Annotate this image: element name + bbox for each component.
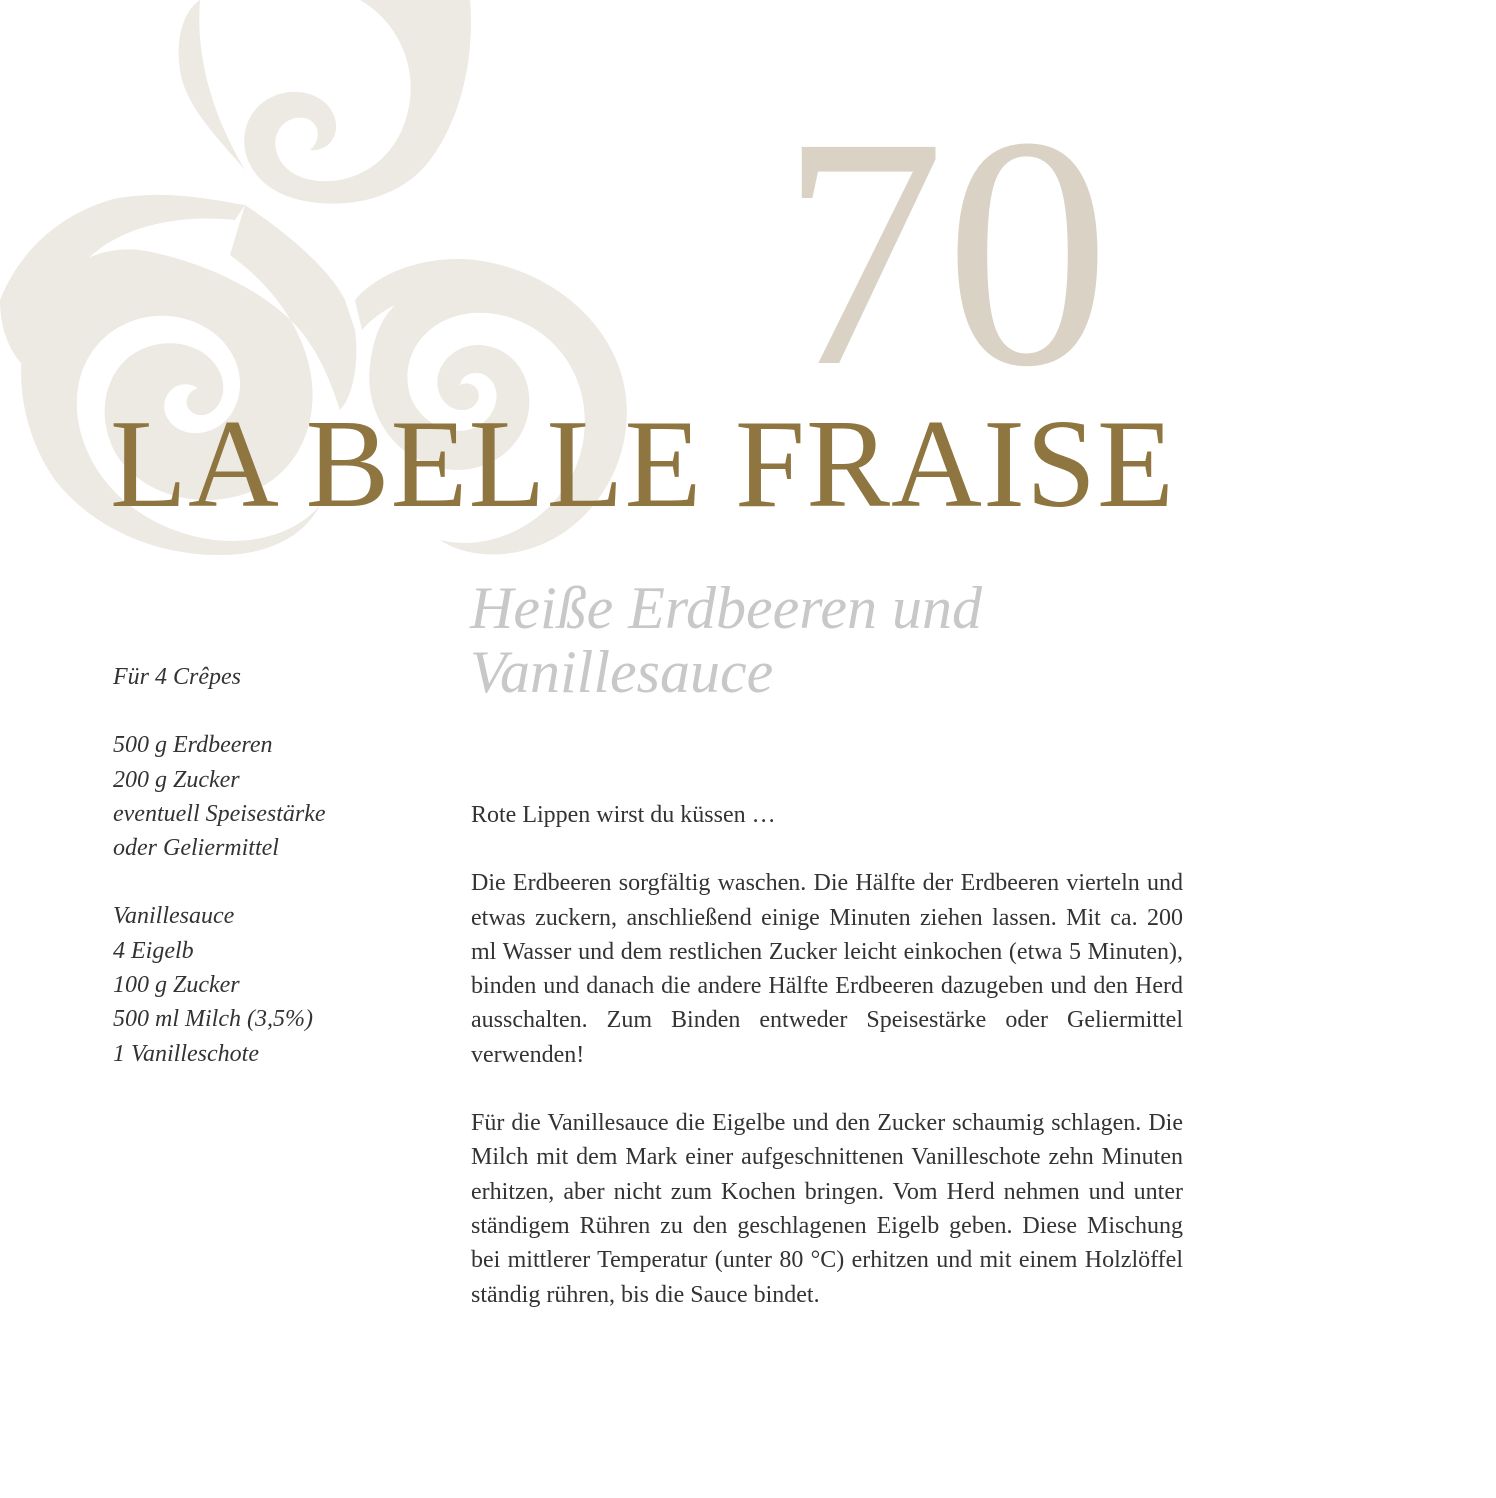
ingredient-item: 500 ml Milch (3,5%) [113, 1006, 313, 1033]
ingredient-item: 100 g Zucker [113, 972, 240, 999]
method-text [471, 798, 1183, 1346]
ingredient-item: 500 g Erdbeeren [113, 732, 273, 759]
method-step-vanilla-sauce: Für die Vanillesauce die Eigelbe und den Zucker schaumig schlagen. Die Milch mit dem Mark einer aufgeschnittenen Vanilleschote zehn Minuten erhitzen, aber nicht zum Kochen bringen. Vom Herd nehmen und unter ständigem Rühren zu den geschlagenen Eigelb geben. Diese Mischung bei mittlerer Temperatur (unter 80 °C) erhitzen und mit einem Holzlöffel ständig rühren, bis die Sauce bindet. [471, 1110, 1183, 1308]
ingredient-item: oder Geliermittel [113, 835, 279, 862]
serving-size: Für 4 Crêpes [113, 664, 241, 690]
ingredient-group-heading: Vanillesauce [113, 903, 235, 930]
recipe-subtitle: Heiße Erdbeeren und Vanillesauce [470, 575, 983, 705]
ingredients-list [113, 660, 413, 1071]
recipe-number: 70 [780, 70, 1110, 435]
ingredient-item: 4 Eigelb [113, 937, 194, 964]
method-step-strawberries: Die Erdbeeren sorgfältig waschen. Die Hälfte der Erdbeeren vierteln und etwas zuckern, anschließend einige Minuten ziehen lassen. Mit ca. 200 ml Wasser und dem restlichen Zucker leicht einkochen (etwa 5 Minuten), binden und danach die andere Hälfte Erdbeeren dazugeben und den Herd ausschalten. Zum Binden entweder Speisestärke oder Geliermittel verwenden! [471, 870, 1183, 1068]
ingredient-item: 1 Vanilleschote [113, 1040, 259, 1067]
ingredient-item: eventuell Speisestärke [113, 800, 326, 827]
method-intro: Rote Lippen wirst du küssen … [471, 802, 776, 828]
recipe-title: LA BELLE FRAISE [110, 395, 1176, 534]
ingredient-item: 200 g Zucker [113, 766, 240, 793]
